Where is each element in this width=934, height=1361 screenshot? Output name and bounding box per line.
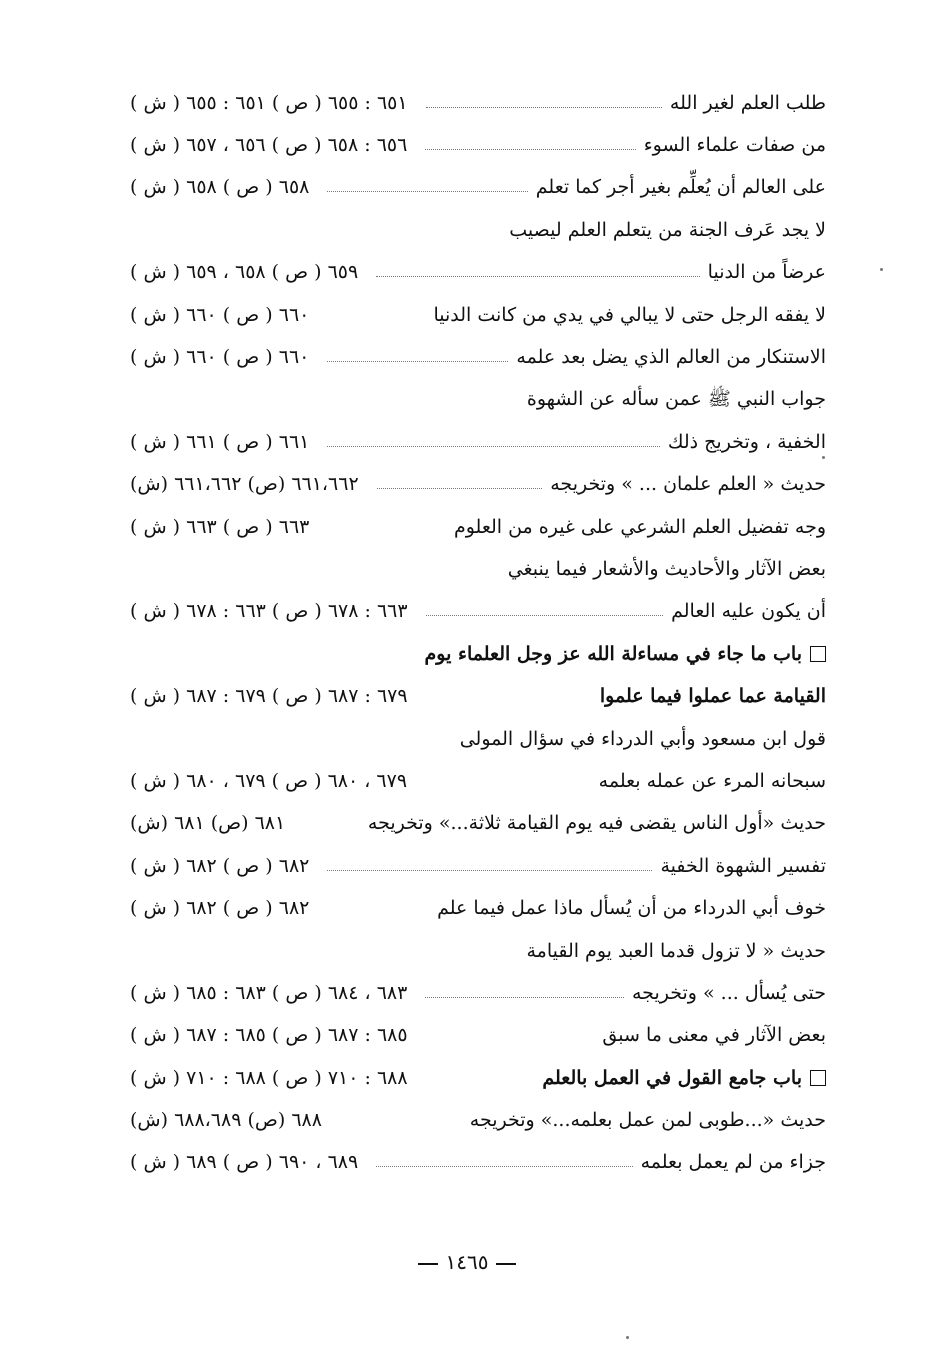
index-entry — [130, 887, 826, 929]
entry-title-block — [130, 390, 826, 409]
entry-title: حديث «أول الناس يقضى فيه يوم القيامة ثلاثة...» وتخريجه — [367, 812, 826, 835]
entry-title: جزاء من لم يعمل بعلمه — [640, 1151, 826, 1174]
scan-speck — [626, 1336, 629, 1339]
entry-title-block — [130, 642, 826, 665]
entry-page-refs: ٦٨٨ (ص) ٦٨٨،٦٨٩ (ش) — [130, 1109, 322, 1132]
index-entry — [130, 591, 826, 633]
index-entry — [130, 803, 826, 845]
page-footer — [0, 1250, 934, 1274]
dot-leader — [327, 361, 508, 362]
index-entry — [130, 718, 826, 760]
entry-title: بعض الآثار والأحاديث والأشعار فيما ينبغي — [507, 557, 826, 580]
entry-title: سبحانه المرء عن عمله بعلمه — [598, 769, 826, 792]
entry-title: وجه تفضيل العلم الشرعي على غيره من العلوم — [453, 515, 826, 538]
index-entry — [130, 506, 826, 548]
scan-speck — [880, 268, 883, 271]
index-entry — [130, 167, 826, 209]
index-entry — [130, 1142, 826, 1184]
dot-leader — [426, 107, 662, 108]
index-entries — [130, 82, 826, 1184]
entry-page-refs: ٦٨٣ ، ٦٨٤ ( ص ) ٦٨٣ : ٦٨٥ ( ش ) — [130, 981, 408, 1004]
entry-title: الاستنكار من العالم الذي يضل بعد علمه — [516, 346, 826, 369]
dot-leader — [426, 615, 664, 616]
entry-page-refs: ٦٧٩ ، ٦٨٠ ( ص ) ٦٧٩ ، ٦٨٠ ( ش ) — [130, 769, 408, 792]
index-entry — [130, 82, 826, 124]
entry-title: من صفات علماء السوء — [643, 134, 826, 157]
entry-title-block — [417, 769, 826, 792]
page-number: ١٤٦٥ — [445, 1250, 489, 1274]
entry-title: القيامة عما عملوا فيما علموا — [599, 685, 826, 708]
entry-title: حتى يُسأل ... » وتخريجه — [632, 981, 826, 1004]
chapter-box-icon — [810, 646, 826, 662]
entry-title-block — [369, 475, 826, 494]
entry-title-block — [319, 303, 826, 326]
entry-title: الخفية ، وتخريج ذلك — [667, 430, 826, 453]
dot-leader — [376, 1166, 632, 1167]
entry-title-block — [319, 178, 826, 197]
entry-page-refs: ٦٦٣ ( ص ) ٦٦٣ ( ش ) — [130, 515, 310, 538]
index-entry — [130, 633, 826, 675]
entry-title: جواب النبي ﷺ عمن سأله عن الشهوة — [526, 388, 826, 411]
entry-title: خوف أبي الدرداء من أن يُسأل ماذا عمل فيما علم — [437, 897, 826, 920]
entry-title: باب ما جاء في مساءلة الله عز وجل العلماء يوم — [424, 642, 802, 665]
index-entry — [130, 845, 826, 887]
entry-page-refs: ٦٨٩ ، ٦٩٠ ( ص ) ٦٨٩ ( ش ) — [130, 1151, 359, 1174]
dot-leader — [327, 870, 652, 871]
chapter-box-icon — [810, 1070, 826, 1086]
index-entry — [130, 421, 826, 463]
entry-page-refs: ٦٦٠ ( ص ) ٦٦٠ ( ش ) — [130, 303, 310, 326]
entry-page-refs: ٦٦٠ ( ص ) ٦٦٠ ( ش ) — [130, 346, 310, 369]
index-entry — [130, 209, 826, 251]
entry-title: لا يجد عَرف الجنة من يتعلم العلم ليصيب — [509, 218, 826, 241]
entry-title-block — [418, 1026, 826, 1045]
entry-title-block — [130, 727, 826, 750]
index-entry — [130, 1057, 826, 1099]
dot-leader — [376, 276, 699, 277]
index-entry — [130, 336, 826, 378]
entry-title-block — [319, 899, 826, 918]
entry-title: حديث « العلم علمان ... » وتخريجه — [550, 473, 826, 496]
entry-title-block — [418, 602, 826, 621]
index-entry — [130, 1015, 826, 1057]
entry-title: عرضاً من الدنيا — [707, 261, 826, 284]
entry-title-block — [295, 814, 826, 833]
entry-title-block — [319, 515, 826, 538]
entry-page-refs: ٦٨٢ ( ص ) ٦٨٢ ( ش ) — [130, 897, 310, 920]
entry-title-block — [130, 218, 826, 241]
index-entry — [130, 464, 826, 506]
dot-leader — [425, 149, 635, 150]
entry-title: قول ابن مسعود وأبي الدرداء في سؤال المولى — [459, 727, 826, 750]
scan-speck — [822, 456, 825, 459]
entry-page-refs: ٦٨٥ : ٦٨٧ ( ص ) ٦٨٥ : ٦٨٧ ( ش ) — [130, 1024, 408, 1047]
entry-title-block — [319, 854, 826, 877]
index-entry — [130, 294, 826, 336]
entry-page-refs: ٦٥٦ : ٦٥٨ ( ص ) ٦٥٦ ، ٦٥٧ ( ش ) — [130, 134, 408, 157]
entry-title-block — [417, 136, 826, 155]
entry-title: على العالم أن يُعلِّم بغير أجر كما تعلم — [535, 176, 826, 199]
index-entry — [130, 972, 826, 1014]
entry-page-refs: ٦٥٨ ( ص ) ٦٥٨ ( ش ) — [130, 176, 310, 199]
index-entry — [130, 124, 826, 166]
entry-title-block — [417, 981, 826, 1004]
footer-dash-right — [496, 1263, 516, 1265]
entry-title-block — [130, 557, 826, 580]
entry-title-block — [130, 939, 826, 962]
entry-page-refs: ٦٦٣ : ٦٧٨ ( ص ) ٦٦٣ : ٦٧٨ ( ش ) — [130, 600, 408, 623]
dot-leader — [377, 488, 543, 489]
entry-title-block — [319, 348, 826, 367]
entry-page-refs: ٦٨٨ : ٧١٠ ( ص ) ٦٨٨ : ٧١٠ ( ش ) — [130, 1066, 408, 1089]
entry-title-block — [418, 687, 826, 706]
index-entry — [130, 252, 826, 294]
entry-title: لا يفقه الرجل حتى لا يبالي في يدي من كانت الدنيا — [433, 303, 826, 326]
index-entry — [130, 379, 826, 421]
index-entry — [130, 675, 826, 717]
entry-title-block — [418, 1066, 826, 1089]
entry-title: أن يكون عليه العالم — [671, 600, 826, 623]
entry-title: طلب العلم لغير الله — [669, 91, 826, 114]
dot-leader — [425, 997, 624, 998]
index-entry — [130, 548, 826, 590]
index-entry — [130, 760, 826, 802]
dot-leader — [327, 191, 527, 192]
entry-title-block — [368, 263, 826, 282]
entry-title-block — [368, 1153, 826, 1172]
entry-page-refs: ٦٥١ : ٦٥٥ ( ص ) ٦٥١ : ٦٥٥ ( ش ) — [130, 91, 408, 114]
dot-leader — [327, 446, 659, 447]
entry-page-refs: ٦٨١ (ص) ٦٨١ (ش) — [130, 812, 286, 835]
index-entry — [130, 1099, 826, 1141]
entry-page-refs: ٦٦١،٦٦٢ (ص) ٦٦١،٦٦٢ (ش) — [130, 473, 359, 496]
entry-page-refs: ٦٧٩ : ٦٨٧ ( ص ) ٦٧٩ : ٦٨٧ ( ش ) — [130, 685, 408, 708]
entry-title: حديث «...طوبى لمن عمل بعلمه...» وتخريجه — [469, 1109, 826, 1132]
entry-page-refs: ٦٨٢ ( ص ) ٦٨٢ ( ش ) — [130, 854, 310, 877]
entry-title: بعض الآثار في معنى ما سبق — [602, 1024, 826, 1047]
entry-title-block — [418, 91, 826, 114]
entry-title: تفسير الشهوة الخفية — [660, 854, 826, 877]
footer-dash-left — [418, 1263, 438, 1265]
entry-title: حديث « لا تزول قدما العبد يوم القيامة — [526, 939, 826, 962]
entry-title-block — [319, 430, 826, 453]
entry-page-refs: ٦٥٩ ( ص ) ٦٥٨ ، ٦٥٩ ( ش ) — [130, 261, 359, 284]
index-entry — [130, 930, 826, 972]
entry-page-refs: ٦٦١ ( ص ) ٦٦١ ( ش ) — [130, 430, 310, 453]
entry-title: باب جامع القول في العمل بالعلم — [542, 1066, 802, 1089]
entry-title-block — [332, 1111, 826, 1130]
